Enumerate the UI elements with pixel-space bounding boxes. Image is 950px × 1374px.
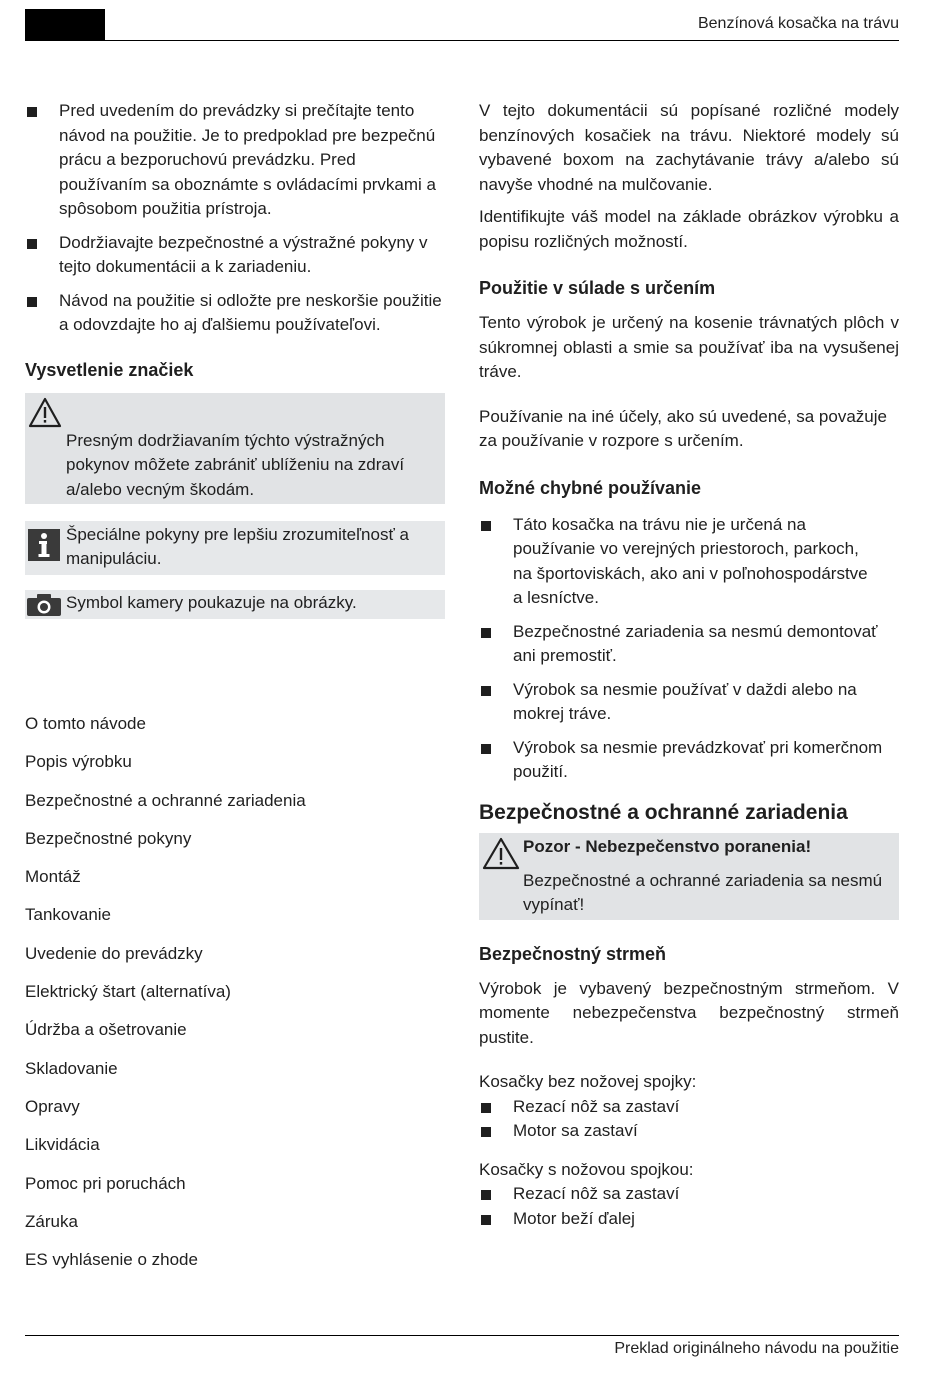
camera-text: Symbol kamery poukazuje na obrázky.: [66, 592, 357, 612]
warning-triangle-icon: [482, 837, 520, 876]
list-label: Kosačky bez nožovej spojky:: [479, 1072, 697, 1091]
toc-item[interactable]: Uvedenie do prevádzky: [25, 943, 203, 963]
toc-item[interactable]: Montáž: [25, 867, 81, 887]
warning-triangle-icon: [28, 397, 62, 434]
list-item: Táto kosačka na trávu nie je určená na používanie vo verejných priestoroch, parkoch, na športoviskách, ako ani v poľnohospodárstve a lesníctve.: [479, 513, 873, 611]
paragraph: Používanie na iné účely, ako sú uvedené, sa považuje za používanie v rozpore s určením.: [479, 406, 887, 450]
footer-text: Preklad originálneho návodu na použitie: [614, 1340, 899, 1357]
info-icon: [28, 529, 60, 566]
list-item: Návod na použitie si odložte pre neskoršie použitie a odovzdajte ho aj ďalšiemu používateľovi.: [25, 289, 445, 338]
list-item: Bezpečnostné zariadenia sa nesmú demontovať ani premostiť.: [479, 620, 883, 669]
list-item: Pred uvedením do prevádzky si prečítajte tento návod na použitie. Je to predpoklad pre bezpečnú prácu a bezporuchovú prevádzku. Pred používaním sa oboznámte s ovládacími prvkami a spôsobom použitia prístroja.: [25, 99, 445, 222]
paragraph: Tento výrobok je určený na kosenie trávnatých plôch v súkromnej oblasti a smie sa používať iba na vysušenej tráve.: [479, 313, 899, 381]
right-column: [479, 99, 899, 1231]
left-column: [25, 99, 445, 619]
table-of-contents: [25, 712, 306, 1286]
toc-item[interactable]: Tankovanie: [25, 905, 112, 925]
toc-item[interactable]: O tomto návode: [25, 714, 146, 733]
toc-item[interactable]: ES vyhlásenie o zhode: [25, 1250, 198, 1270]
intro-paragraph: Identifikujte váš model na základe obrázkov výrobku a popisu rozličných možností.: [479, 207, 899, 251]
toc-item[interactable]: Skladovanie: [25, 1058, 118, 1078]
list-item: Motor sa zastaví: [479, 1119, 899, 1144]
list-item: Rezací nôž sa zastaví: [479, 1182, 899, 1207]
toc-item[interactable]: Záruka: [25, 1211, 78, 1231]
header-rule: [25, 40, 899, 41]
danger-box: [479, 833, 899, 920]
list-item: Motor beží ďalej: [479, 1207, 899, 1232]
list-item: Rezací nôž sa zastaví: [479, 1095, 899, 1120]
info-text: Špeciálne pokyny pre lepšiu zrozumiteľnosť a manipuláciu.: [66, 524, 410, 568]
header-black-block: [25, 9, 105, 40]
section-heading: Možné chybné používanie: [479, 477, 702, 498]
toc-item[interactable]: Bezpečnostné a ochranné zariadenia: [25, 790, 306, 810]
toc-item[interactable]: Údržba a ošetrovanie: [25, 1020, 187, 1040]
camera-box: [25, 590, 445, 619]
section-heading: Bezpečnostný strmeň: [479, 943, 667, 964]
toc-item[interactable]: Likvidácia: [25, 1135, 100, 1155]
list-item: Výrobok sa nesmie používať v daždi alebo na mokrej tráve.: [479, 678, 883, 727]
info-box: [25, 521, 445, 575]
danger-text: Bezpečnostné a ochranné zariadenia sa nesmú vypínať!: [523, 870, 883, 914]
footer-rule: [25, 1335, 899, 1336]
camera-icon: [26, 593, 62, 622]
danger-title: Pozor - Nebezpečenstvo poranenia!: [523, 836, 812, 856]
toc-item[interactable]: Pomoc pri poruchách: [25, 1173, 186, 1193]
list-item: Výrobok sa nesmie prevádzkovať pri komerčnom použití.: [479, 736, 883, 785]
section-heading: Použitie v súlade s určením: [479, 278, 716, 298]
toc-item[interactable]: Elektrický štart (alternatíva): [25, 982, 231, 1002]
toc-item[interactable]: Popis výrobku: [25, 752, 132, 772]
section-title: Bezpečnostné a ochranné zariadenia: [479, 800, 848, 824]
toc-item[interactable]: Opravy: [25, 1096, 80, 1116]
header-title: Benzínová kosačka na trávu: [697, 15, 899, 32]
warning-box: [25, 393, 445, 504]
symbols-heading: Vysvetlenie značiek: [25, 359, 194, 380]
list-item: Dodržiavajte bezpečnostné a výstražné pokyny v tejto dokumentácii a k zariadeniu.: [25, 231, 445, 280]
intro-paragraph: V tejto dokumentácii sú popísané rozličné modely benzínových kosačiek na trávu. Niektoré modely sú vybavené boxom na zachytávanie trávy a/alebo sú navyše vhodné na mulčovanie.: [479, 101, 899, 194]
paragraph: Výrobok je vybavený bezpečnostným strmeňom. V momente nebezpečenstva bezpečnostný strmeň pustite.: [479, 978, 899, 1047]
warning-text: Presným dodržiavaním týchto výstražných pokynov môžete zabrániť ublíženiu na zdraví a/alebo vecným škodám.: [66, 430, 405, 499]
list-label: Kosačky s nožovou spojkou:: [479, 1159, 694, 1179]
toc-item[interactable]: Bezpečnostné pokyny: [25, 828, 192, 848]
